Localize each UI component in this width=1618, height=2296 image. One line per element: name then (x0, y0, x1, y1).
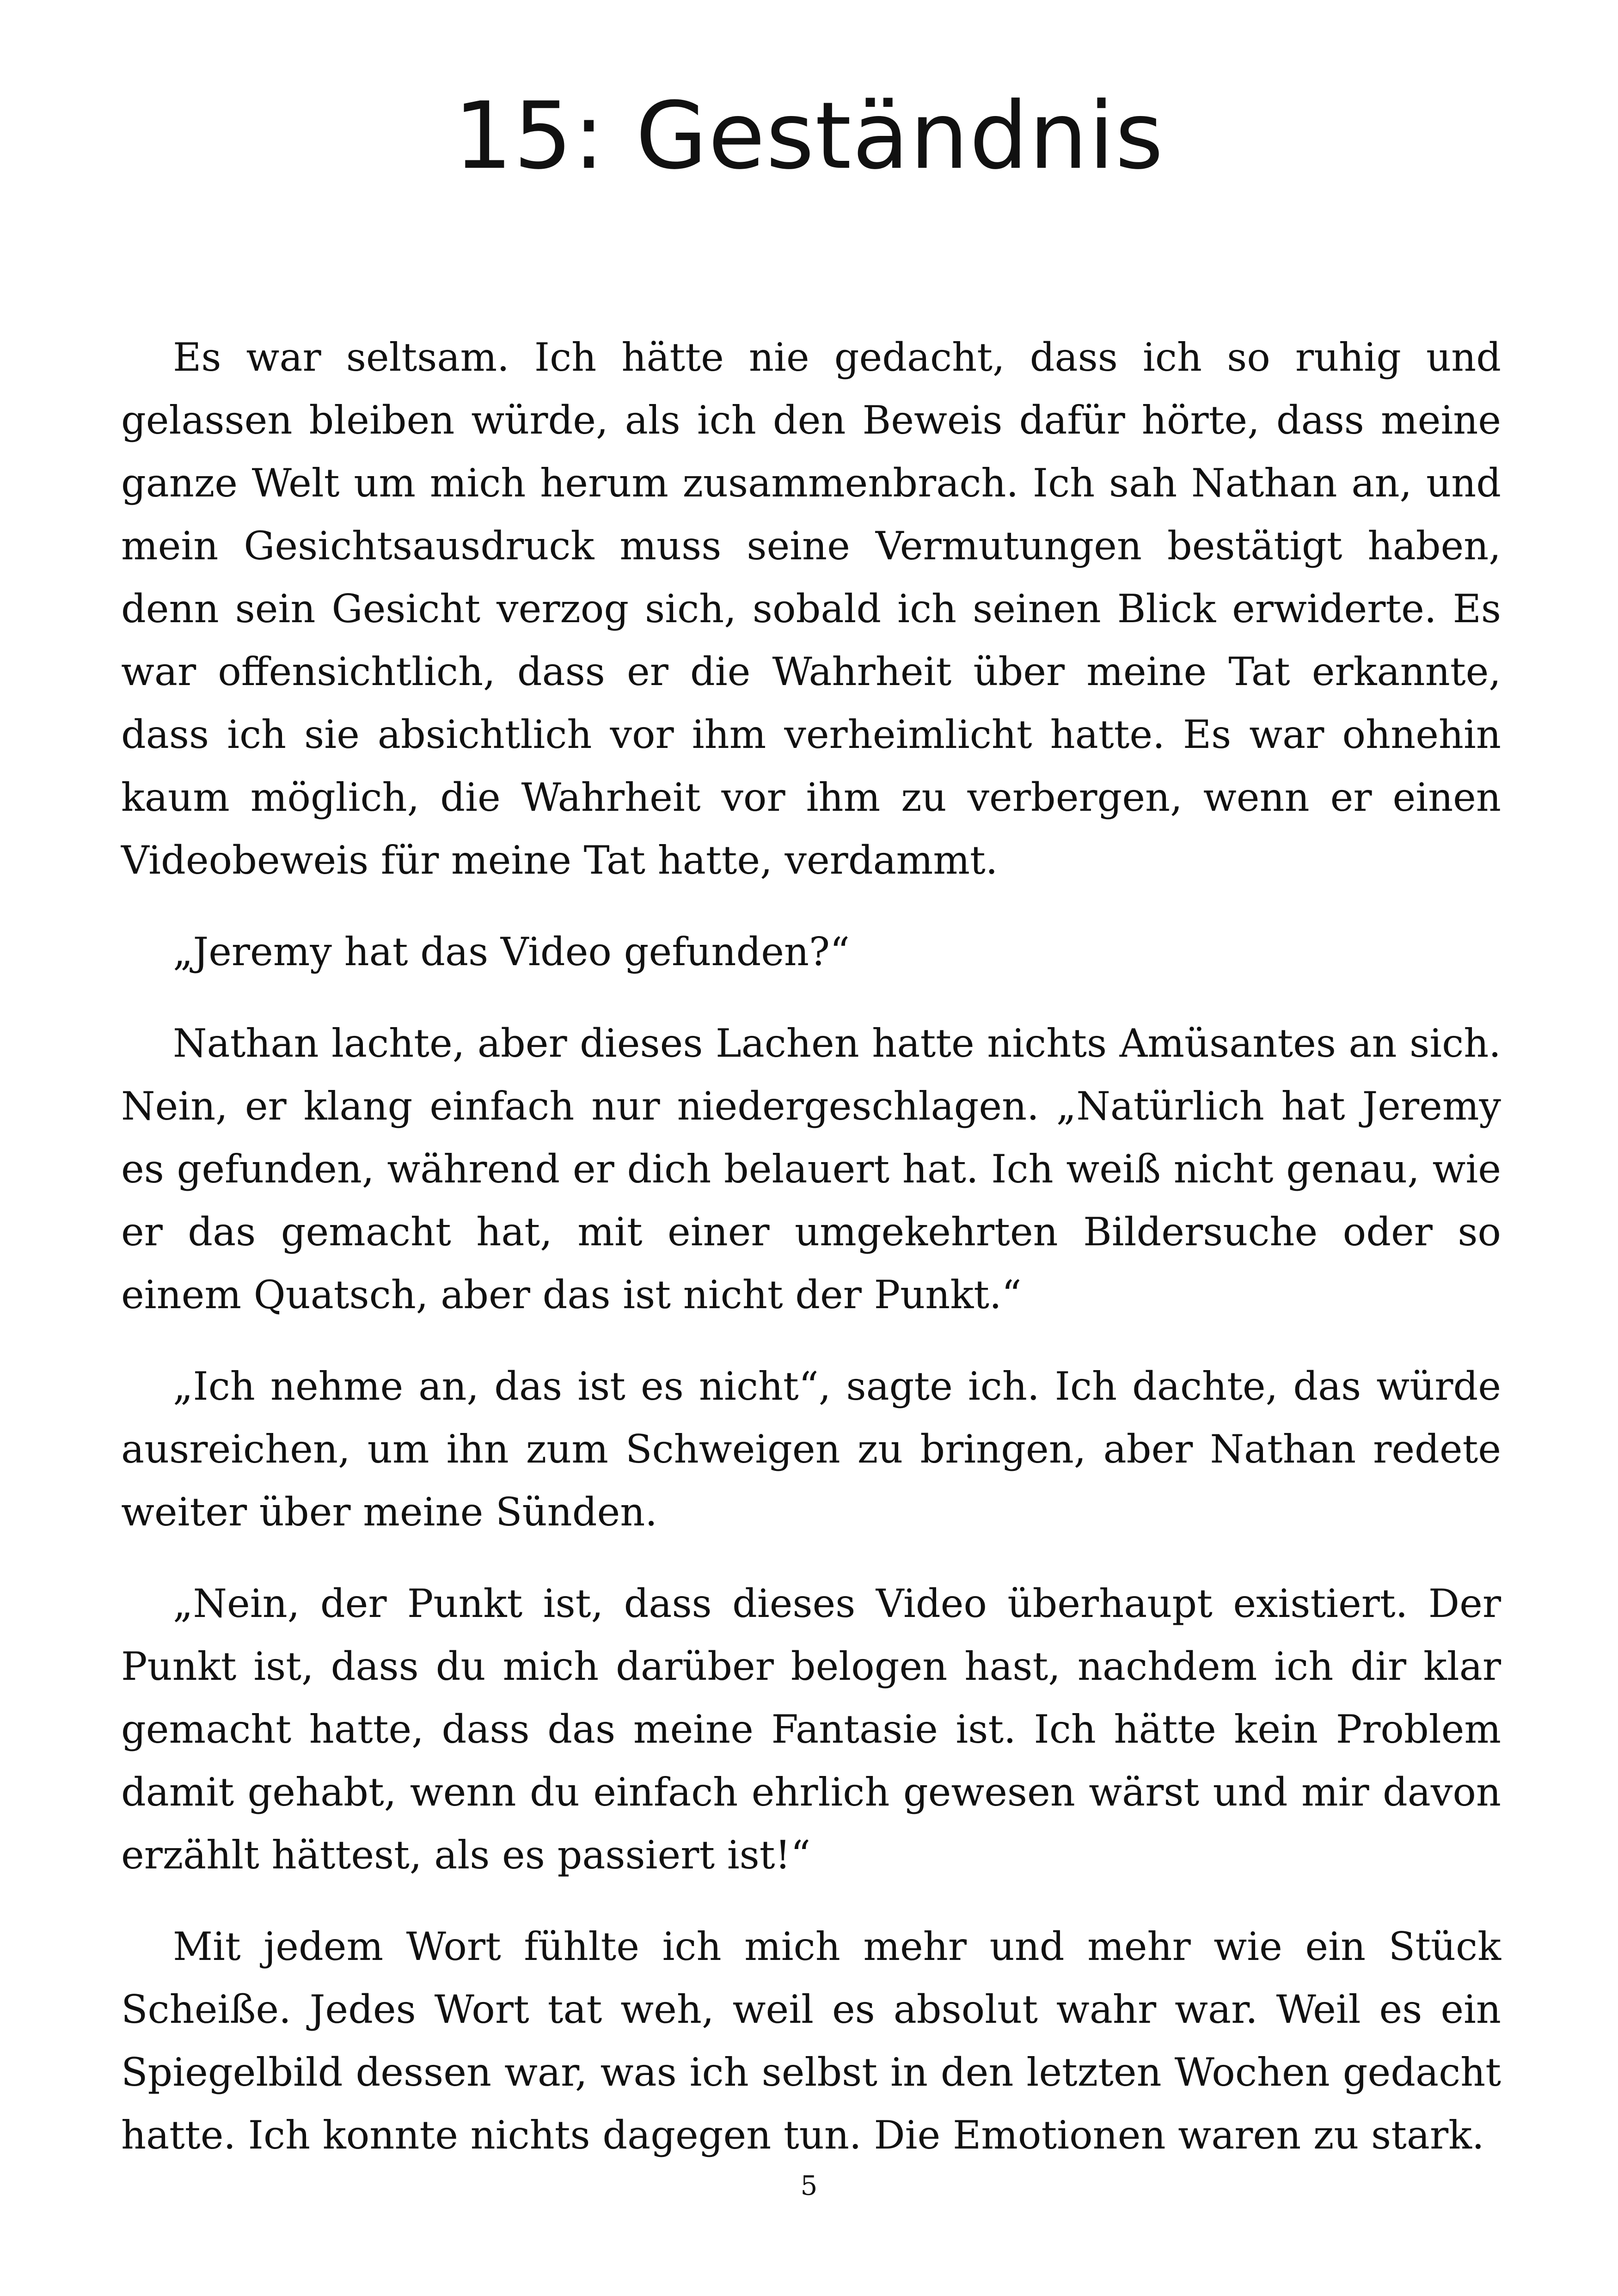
chapter-title: 15: Geständnis (454, 82, 1164, 190)
paragraph: „Jeremy hat das Video gefunden?“ (173, 929, 850, 974)
paragraph: Mit jedem Wort fühlte ich mich mehr und mehr wie ein Stück Scheiße. Jedes Wort tat weh, weil es absolut wahr war. Weil es ein Spiegelbild dessen war, was ich selbst in den letzten Wochen gedacht hatte. Ich konnte nichts dagegen tun. Die Emotionen waren zu stark. (121, 1924, 1501, 2158)
chapter-body (121, 326, 1501, 2195)
paragraph: Nathan lachte, aber dieses Lachen hatte nichts Amüsantes an sich. Nein, er klang einfach nur niedergeschlagen. „Natürlich hat Jeremy es gefunden, während er dich belauert hat. Ich weiß nicht genau, wie er das gemacht hat, mit einer umgekehrten Bildersuche oder so einem Quatsch, aber das ist nicht der Punkt.“ (121, 1021, 1501, 1317)
paragraph: Es war seltsam. Ich hätte nie gedacht, dass ich so ruhig und gelassen bleiben würde, als ich den Beweis dafür hörte, dass meine ganze Welt um mich herum zusammenbrach. Ich sah Nathan an, und mein Gesichtsausdruck muss seine Vermutungen bestätigt haben, denn sein Gesicht verzog sich, sobald ich seinen Blick erwiderte. Es war offensichtlich, dass er die Wahrheit über meine Tat erkannte, dass ich sie absichtlich vor ihm verheimlicht hatte. Es war ohnehin kaum möglich, die Wahrheit vor ihm zu verbergen, wenn er einen Videobeweis für meine Tat hatte, verdammt. (121, 335, 1501, 883)
paragraph: „Ich nehme an, das ist es nicht“, sagte ich. Ich dachte, das würde ausreichen, um ihn zum Schweigen zu bringen, aber Nathan redete weiter über meine Sünden. (121, 1364, 1501, 1535)
paragraph: „Nein, der Punkt ist, dass dieses Video überhaupt existiert. Der Punkt ist, dass du mich darüber belogen hast, nachdem ich dir klar gemacht hatte, dass das meine Fantasie ist. Ich hätte kein Problem damit gehabt, wenn du einfach ehrlich gewesen wärst und mir davon erzählt hättest, als es passiert ist!“ (121, 1581, 1501, 1878)
page-number: 5 (800, 2170, 818, 2201)
